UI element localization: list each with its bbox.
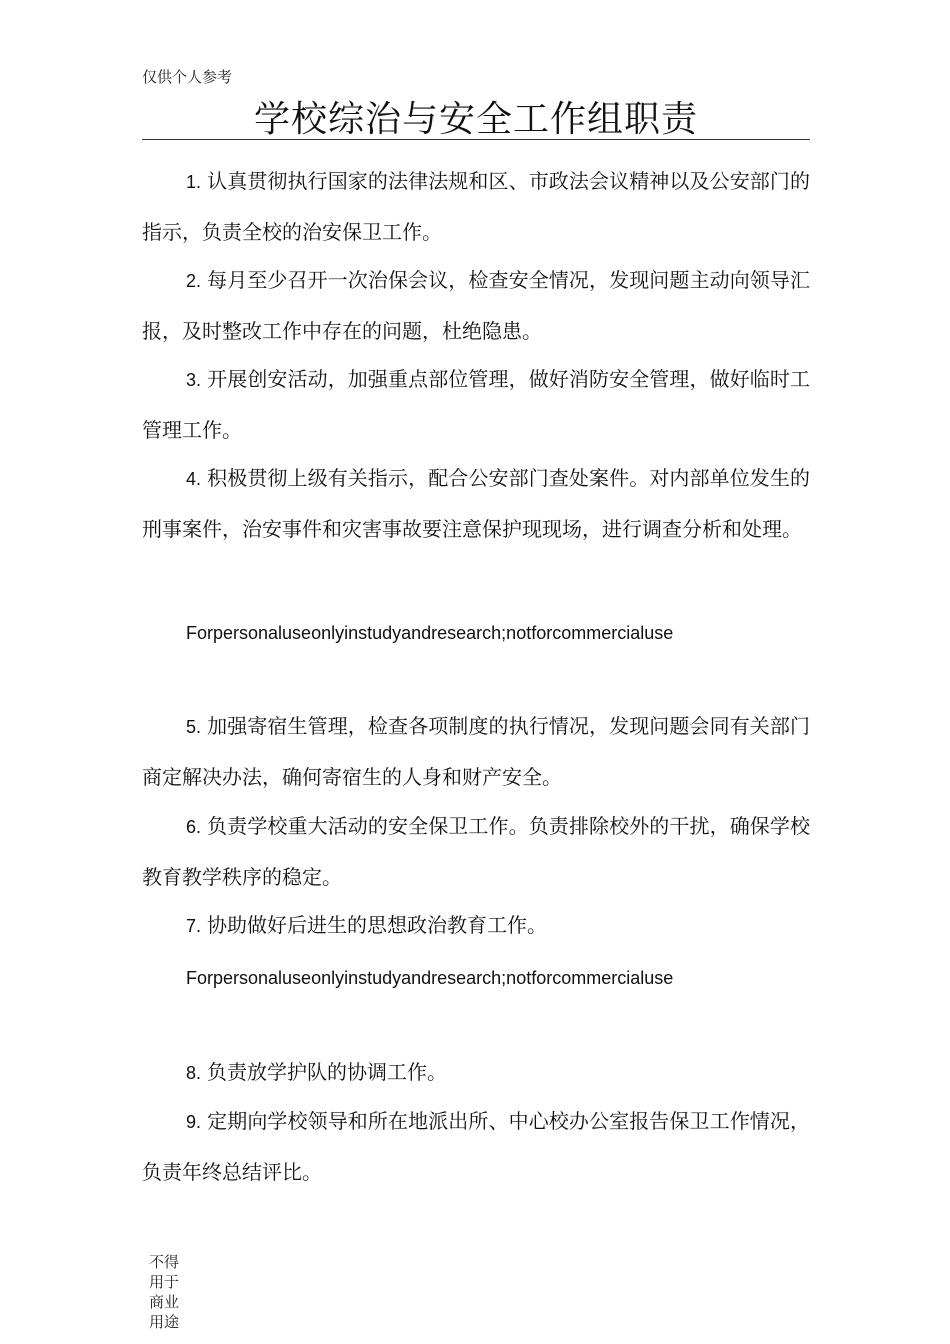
english-note-1: Forpersonaluseonlyinstudyandresearch;notforcommercialuse xyxy=(186,623,674,643)
item-text: 每月至少召开一次治保会议，检查安全情况，发现问题主动向领导汇报，及时整改工作中存在的问题，杜绝隐患。 xyxy=(142,268,810,343)
item-text: 负责学校重大活动的安全保卫工作。负责排除校外的干扰，确保学校教育教学秩序的稳定。 xyxy=(142,814,810,889)
header-note: 仅供个人参考 xyxy=(142,68,233,86)
item-number: 9. xyxy=(186,1112,202,1132)
item-number: 2. xyxy=(186,271,202,291)
item-text: 加强寄宿生管理，检查各项制度的执行情况，发现问题会同有关部门商定解决办法，确何寄宿生的人身和财产安全。 xyxy=(142,714,810,789)
duty-item-3 xyxy=(142,354,810,455)
english-note-2: Forpersonaluseonlyinstudyandresearch;notforcommercialuse xyxy=(186,968,674,988)
duty-item-5 xyxy=(142,701,810,802)
item-number: 6. xyxy=(186,817,202,837)
item-text: 认真贯彻执行国家的法律法规和区、市政法会议精神以及公安部门的指示，负责全校的治安保卫工作。 xyxy=(142,169,810,244)
item-number: 5. xyxy=(186,717,202,737)
duty-item-8 xyxy=(142,1047,810,1098)
item-number: 1. xyxy=(186,172,202,192)
item-number: 3. xyxy=(186,370,202,390)
item-text: 协助做好后进生的思想政治教育工作。 xyxy=(207,913,548,937)
item-number: 4. xyxy=(186,469,202,489)
duty-item-2 xyxy=(142,255,810,356)
duty-item-4 xyxy=(142,453,810,554)
item-text: 负责放学护队的协调工作。 xyxy=(207,1060,448,1084)
page-title: 学校综治与安全工作组职责 xyxy=(253,99,698,140)
footer-note: 不得用于商业用途 xyxy=(149,1253,180,1331)
item-number: 8. xyxy=(186,1063,202,1083)
duty-item-6 xyxy=(142,801,810,902)
item-text: 开展创安活动，加强重点部位管理，做好消防安全管理，做好临时工管理工作。 xyxy=(142,367,810,442)
item-text: 积极贯彻上级有关指示，配合公安部门查处案件。对内部单位发生的刑事案件，治安事件和灾害事故要注意保护现现场，进行调查分析和处理。 xyxy=(142,466,810,541)
title-underline xyxy=(142,139,810,140)
item-number: 7. xyxy=(186,916,202,936)
duty-item-9 xyxy=(142,1096,810,1197)
duty-item-7 xyxy=(142,900,810,951)
duty-item-1 xyxy=(142,156,810,257)
item-text: 定期向学校领导和所在地派出所、中心校办公室报告保卫工作情况，负责年终总结评比。 xyxy=(142,1109,810,1184)
